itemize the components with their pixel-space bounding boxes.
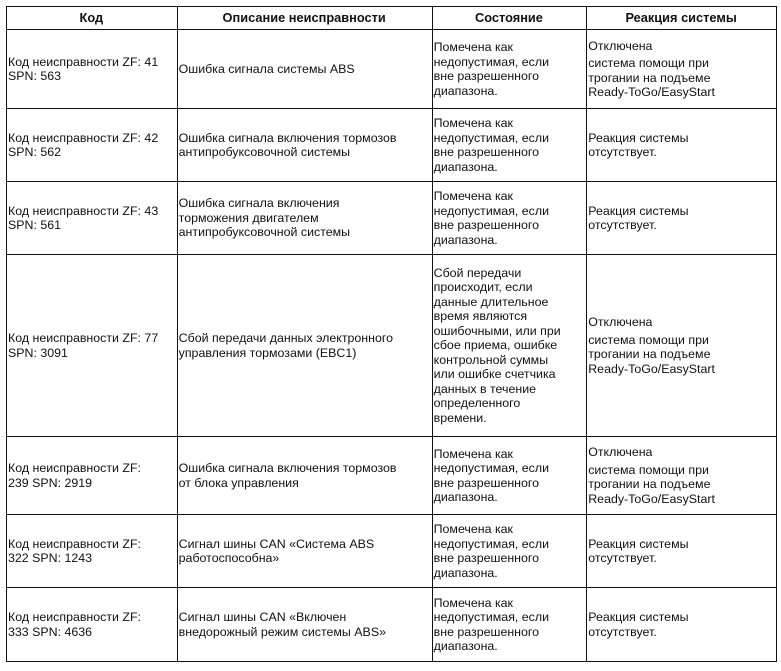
fault-state-cell: [432, 255, 587, 437]
system-reaction-cell: [587, 109, 777, 182]
header-reaction: Реакция системы: [587, 7, 777, 30]
reaction-line: отсутствует.: [588, 551, 657, 565]
state-line: определенного: [433, 396, 521, 411]
system-reaction-cell: [587, 182, 777, 255]
state-line: Помечена как: [433, 40, 513, 54]
state-line: диапазона.: [433, 159, 498, 174]
state-line: диапазона.: [433, 83, 498, 98]
reaction-line: Отключена: [588, 38, 653, 53]
fault-state-cell: [432, 182, 587, 255]
code-line: Код неисправности ZF: 42: [8, 130, 159, 145]
description-line: Сигнал шины CAN «Включен: [178, 610, 347, 624]
reaction-line: отсутствует.: [588, 145, 657, 159]
system-reaction-cell: [587, 588, 777, 662]
description-line: Сигнал шины CAN «Система ABS: [178, 536, 375, 551]
description-line: антипробуксовочной системы: [178, 145, 351, 159]
state-line: диапазона.: [433, 565, 498, 580]
reaction-line: Реакция системы: [588, 203, 689, 218]
reaction-line: отсутствует.: [588, 218, 657, 232]
code-line: Код неисправности ZF:: [8, 536, 141, 551]
code-line: Код неисправности ZF: 41: [8, 54, 159, 69]
fault-description-cell: [177, 437, 432, 515]
description-line: антипробуксовочной системы: [178, 225, 351, 240]
state-line: недопустимая, если: [433, 461, 550, 475]
state-line: вне разрешенного: [433, 624, 540, 639]
header-description: Описание неисправности: [177, 7, 432, 30]
state-line: вне разрешенного: [433, 475, 540, 490]
state-line: диапазона.: [433, 232, 498, 247]
table-header-row: [7, 7, 777, 30]
description-line: Ошибка сигнала включения тормозов: [178, 461, 397, 475]
system-reaction-cell: [587, 437, 777, 515]
reaction-line: система помощи при: [588, 56, 709, 70]
table-row: [7, 255, 777, 437]
state-line: сбое приема, ошибке: [433, 338, 558, 353]
code-line: SPN: 562: [8, 145, 62, 159]
reaction-line: Отключена: [588, 315, 653, 329]
fault-code-cell: [7, 30, 178, 109]
state-line: ошибочными, или при: [433, 323, 561, 338]
table-row: [7, 588, 777, 662]
code-line: 239 SPN: 2919: [8, 475, 93, 490]
table-row: [7, 30, 777, 109]
state-line: вне разрешенного: [433, 551, 540, 565]
system-reaction-cell: [587, 515, 777, 588]
state-line: недопустимая, если: [433, 610, 550, 624]
fault-code-cell: [7, 109, 178, 182]
state-line: происходит, если: [433, 280, 533, 295]
fault-state-cell: [432, 515, 587, 588]
state-line: вне разрешенного: [433, 145, 540, 159]
state-line: контрольной суммы: [433, 352, 549, 367]
table-row: [7, 182, 777, 255]
state-line: данных в течение: [433, 381, 537, 396]
reaction-line: трогании на подъеме: [588, 347, 711, 361]
fault-state-cell: [432, 588, 587, 662]
state-line: данные длительное: [433, 294, 549, 309]
description-line: работоспособна»: [178, 551, 280, 565]
fault-code-cell: [7, 255, 178, 437]
code-line: SPN: 561: [8, 218, 62, 232]
code-line: SPN: 3091: [8, 345, 68, 360]
state-line: диапазона.: [433, 639, 498, 653]
description-line: Ошибка сигнала системы ABS: [178, 61, 355, 76]
reaction-line: Реакция системы: [588, 610, 689, 624]
state-line: Помечена как: [433, 522, 513, 536]
state-line: или ошибке счетчика: [433, 367, 556, 382]
reaction-line: Отключена: [588, 445, 653, 459]
header-code: Код: [7, 7, 178, 30]
fault-code-table: [6, 6, 777, 662]
reaction-line: система помощи при: [588, 462, 709, 477]
fault-state-cell: [432, 109, 587, 182]
description-line: от блока управления: [178, 475, 299, 490]
reaction-line: Ready-ToGo/EasyStart: [588, 85, 715, 99]
reaction-line: Ready-ToGo/EasyStart: [588, 491, 715, 506]
table-row: [7, 437, 777, 515]
state-line: недопустимая, если: [433, 536, 550, 551]
table-row: [7, 109, 777, 182]
header-state: Состояние: [432, 7, 587, 30]
fault-state-cell: [432, 30, 587, 109]
code-line: Код неисправности ZF: 77: [8, 331, 159, 345]
system-reaction-cell: [587, 255, 777, 437]
state-line: недопустимая, если: [433, 54, 550, 69]
fault-description-cell: [177, 30, 432, 109]
reaction-line: трогании на подъеме: [588, 70, 711, 85]
reaction-line: система помощи при: [588, 332, 709, 347]
code-line: SPN: 563: [8, 69, 62, 83]
state-line: недопустимая, если: [433, 203, 550, 218]
state-line: Помечена как: [433, 446, 513, 461]
state-line: Помечена как: [433, 189, 513, 203]
description-line: Сбой передачи данных электронного: [178, 331, 393, 345]
code-line: Код неисправности ZF:: [8, 461, 141, 475]
description-line: торможения двигателем: [178, 210, 319, 225]
state-line: недопустимая, если: [433, 130, 550, 145]
fault-code-cell: [7, 437, 178, 515]
system-reaction-cell: [587, 30, 777, 109]
fault-code-cell: [7, 515, 178, 588]
fault-description-cell: [177, 109, 432, 182]
reaction-line: Реакция системы: [588, 536, 689, 551]
state-line: диапазона.: [433, 490, 498, 504]
reaction-line: трогании на подъеме: [588, 477, 711, 491]
state-line: вне разрешенного: [433, 218, 540, 232]
table-row: [7, 515, 777, 588]
reaction-line: Ready-ToGo/EasyStart: [588, 361, 715, 376]
fault-description-cell: [177, 515, 432, 588]
description-line: Ошибка сигнала включения: [178, 196, 340, 211]
state-line: Помечена как: [433, 595, 513, 610]
reaction-line: отсутствует.: [588, 624, 657, 639]
fault-description-cell: [177, 182, 432, 255]
state-line: Сбой передачи: [433, 265, 522, 280]
state-line: Помечена как: [433, 116, 513, 130]
code-line: 333 SPN: 4636: [8, 624, 93, 639]
description-line: управления тормозами (EBC1): [178, 345, 357, 360]
state-line: времени.: [433, 410, 487, 425]
fault-state-cell: [432, 437, 587, 515]
fault-code-cell: [7, 588, 178, 662]
description-line: внедорожный режим системы ABS»: [178, 624, 386, 639]
state-line: время являются: [433, 309, 528, 324]
description-line: Ошибка сигнала включения тормозов: [178, 130, 397, 145]
reaction-line: Реакция системы: [588, 130, 689, 145]
state-line: вне разрешенного: [433, 69, 540, 83]
fault-code-cell: [7, 182, 178, 255]
code-line: Код неисправности ZF:: [8, 610, 141, 624]
fault-description-cell: [177, 255, 432, 437]
code-line: 322 SPN: 1243: [8, 551, 93, 565]
code-line: Код неисправности ZF: 43: [8, 203, 159, 218]
fault-description-cell: [177, 588, 432, 662]
